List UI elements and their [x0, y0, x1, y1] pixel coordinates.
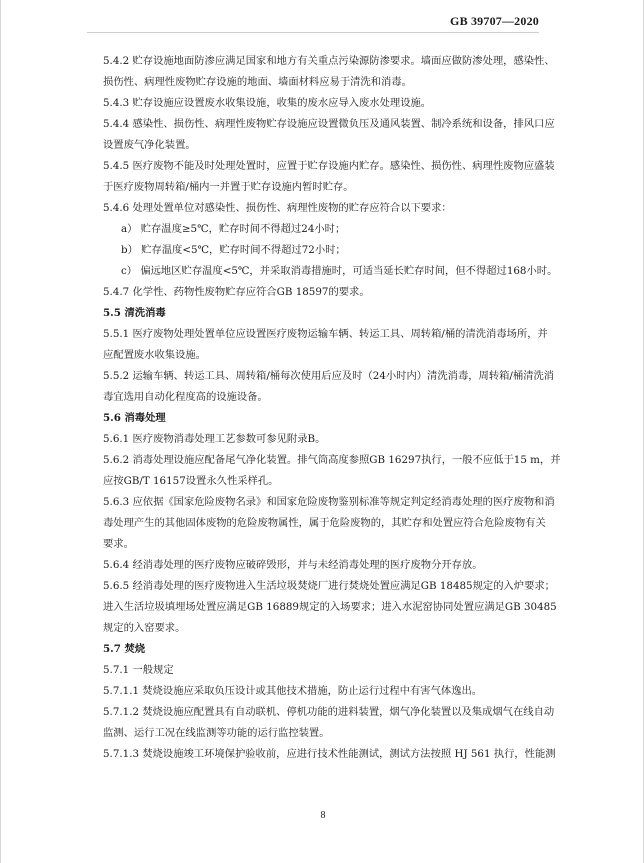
paragraph-line: 5.6.4 经消毒处理的医疗废物应破碎毁形，并与未经消毒处理的医疗废物分开存放。	[103, 559, 483, 571]
paragraph-line: 设置废气净化装置。	[103, 139, 196, 151]
section-heading: 5.5 清洗消毒	[103, 307, 166, 319]
paragraph-line: 5.7.1.3 焚烧设施竣工环境保护验收前，应进行技术性能测试，测试方法按照 HJ 561 执行，性能测	[103, 748, 556, 760]
paragraph-line: 5.4.4 感染性、损伤性、病理性废物贮存设施应设置微负压及通风装置、制冷系统和设备，排风口应	[103, 118, 555, 130]
section-heading: 5.7 焚烧	[103, 643, 146, 655]
paragraph-line: 5.5.1 医疗废物处理处置单位应设置医疗废物运输车辆、转运工具、周转箱/桶的清洗消毒场所，并	[103, 328, 548, 340]
paragraph-line: 5.4.7 化学性、药物性废物贮存应符合GB 18597的要求。	[103, 286, 370, 298]
paragraph-line: 应配置废水收集设施。	[103, 349, 206, 361]
paragraph-line: 5.6.3 应依据《国家危险废物名录》和国家危险废物鉴别标准等规定判定经消毒处理的医疗废物和消	[103, 496, 555, 508]
standard-code: GB 39707—2020	[450, 14, 539, 28]
list-item: a） 贮存温度≥5℃，贮存时间不得超过24小时；	[121, 223, 346, 235]
paragraph-line: 5.7.1.1 焚烧设施应采取负压设计或其他技术措施，防止运行过程中有害气体逸出。	[103, 685, 483, 697]
paragraph-line: 5.6.1 医疗废物消毒处理工艺参数可参见附录B。	[103, 433, 326, 445]
header-rule	[87, 32, 539, 33]
paragraph-line: 5.5.2 运输车辆、转运工具、周转箱/桶每次使用后应及时（24小时内）清洗消毒，周转箱/桶清洗消	[103, 370, 555, 382]
paragraph-line: 5.4.5 医疗废物不能及时处理处置时，应置于贮存设施内贮存。感染性、损伤性、病理性废物应盛装	[103, 160, 555, 172]
list-item: b） 贮存温度<5℃，贮存时间不得超过72小时；	[121, 244, 346, 256]
paragraph-line: 5.4.2 贮存设施地面防渗应满足国家和地方有关重点污染源防渗要求。墙面应做防渗处理，感染性、	[103, 55, 555, 67]
paragraph-line: 5.6.5 经消毒处理的医疗废物进入生活垃圾焚烧厂进行焚烧处置应满足GB 18485规定的入炉要求；	[103, 580, 555, 592]
paragraph-line: 毒宜选用自动化程度高的设施设备。	[103, 391, 268, 403]
paragraph-line: 要求。	[103, 538, 134, 550]
paragraph-line: 应按GB/T 16157设置永久性采样孔。	[103, 475, 279, 487]
section-heading: 5.6 消毒处理	[103, 412, 166, 424]
page-number: 8	[320, 810, 326, 821]
paragraph-line: 监测、运行工况在线监测等功能的运行监控装置。	[103, 727, 330, 739]
paragraph-line: 规定的入窑要求。	[103, 622, 186, 634]
paragraph-line: 进入生活垃圾填埋场处置应满足GB 16889规定的入场要求；进入水泥窑协同处置应满足GB 30485	[103, 601, 557, 613]
paragraph-line: 于医疗废物周转箱/桶内一并置于贮存设施内暂时贮存。	[103, 181, 354, 193]
paragraph-line: 5.6.2 消毒处理设施应配备尾气净化装置。排气筒高度参照GB 16297执行，一般不应低于15 m，并	[103, 454, 561, 466]
list-item: c） 偏远地区贮存温度<5℃，并采取消毒措施时，可适当延长贮存时间，但不得超过168小时。	[121, 265, 558, 277]
page-body	[103, 51, 561, 765]
paragraph-line: 5.7.1.2 焚烧设施应配置具有自动联机、停机功能的进料装置，烟气净化装置以及集成烟气在线自动	[103, 706, 555, 718]
paragraph-line: 5.4.6 处理处置单位对感染性、损伤性、病理性废物的贮存应符合以下要求：	[103, 202, 452, 214]
paragraph-line: 损伤性、病理性废物贮存设施的地面、墙面材料应易于清洗和消毒。	[103, 76, 412, 88]
paragraph-line: 5.4.3 贮存设施应设置废水收集设施，收集的废水应导入废水处理设施。	[103, 97, 432, 109]
paragraph-line: 5.7.1 一般规定	[103, 664, 174, 676]
paragraph-line: 毒处理产生的其他固体废物的危险废物属性，属于危险废物的，其贮存和处置应符合危险废物有关	[103, 517, 546, 529]
